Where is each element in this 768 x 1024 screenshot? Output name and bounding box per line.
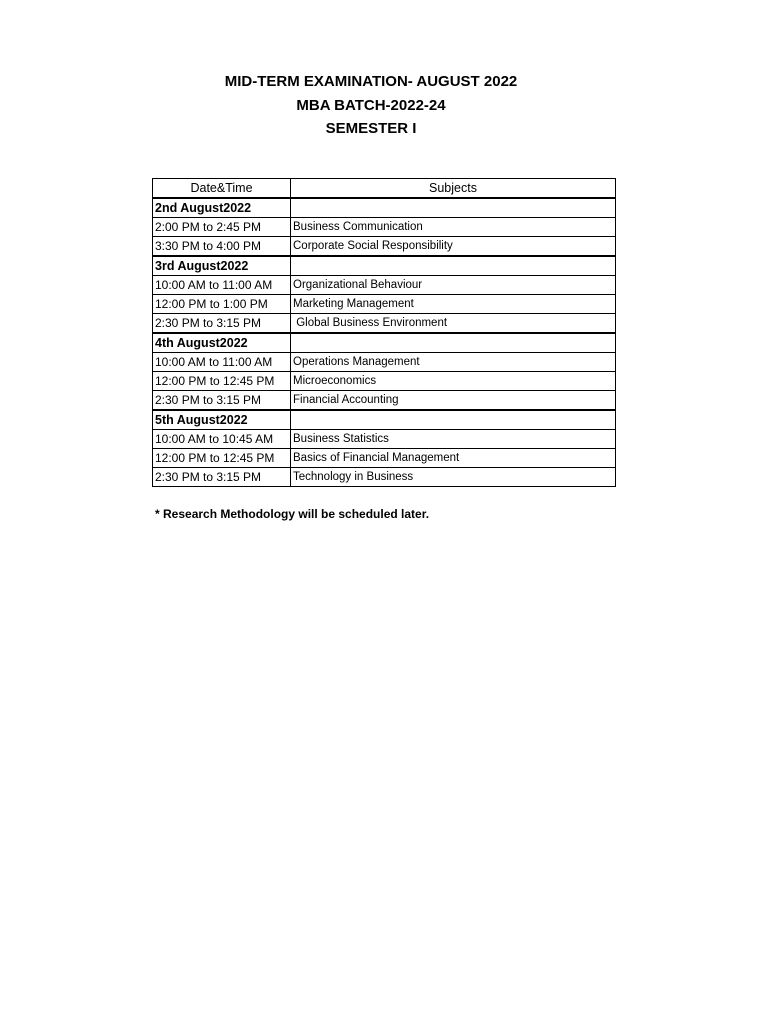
table-row — [153, 372, 616, 391]
column-header-subjects: Subjects — [291, 179, 616, 199]
time-cell: 12:00 PM to 12:45 PM — [153, 372, 291, 391]
subject-cell: Microeconomics — [291, 372, 616, 391]
subject-cell: Financial Accounting — [291, 391, 616, 411]
subject-cell: Business Communication — [291, 218, 616, 237]
table-row — [153, 295, 616, 314]
table-row — [153, 218, 616, 237]
date-row — [153, 198, 616, 218]
empty-subject-cell — [291, 198, 616, 218]
footnote: * Research Methodology will be scheduled later. — [155, 507, 430, 521]
date-row — [153, 333, 616, 353]
date-cell: 5th August2022 — [153, 410, 291, 430]
table-header-row — [153, 179, 616, 199]
table-row — [153, 314, 616, 334]
table-row — [153, 430, 616, 449]
subject-cell: Marketing Management — [291, 295, 616, 314]
empty-subject-cell — [291, 256, 616, 276]
table-row — [153, 449, 616, 468]
subject-cell: Organizational Behaviour — [291, 276, 616, 295]
column-header-date-time: Date&Time — [153, 179, 291, 199]
time-cell: 10:00 AM to 11:00 AM — [153, 276, 291, 295]
time-cell: 12:00 PM to 12:45 PM — [153, 449, 291, 468]
time-cell: 3:30 PM to 4:00 PM — [153, 237, 291, 257]
date-cell: 4th August2022 — [153, 333, 291, 353]
date-cell: 3rd August2022 — [153, 256, 291, 276]
time-cell: 12:00 PM to 1:00 PM — [153, 295, 291, 314]
table-row — [153, 353, 616, 372]
exam-title: MID-TERM EXAMINATION- AUGUST 2022 — [224, 73, 518, 90]
batch-title: MBA BATCH-2022-24 — [296, 97, 446, 114]
date-row — [153, 256, 616, 276]
table-row — [153, 237, 616, 257]
subject-cell: Technology in Business — [291, 468, 616, 487]
exam-schedule-table — [152, 178, 616, 487]
table-row — [153, 391, 616, 411]
date-row — [153, 410, 616, 430]
semester-title: SEMESTER I — [325, 120, 417, 137]
time-cell: 2:30 PM to 3:15 PM — [153, 468, 291, 487]
subject-cell: Global Business Environment — [291, 314, 616, 334]
subject-cell: Business Statistics — [291, 430, 616, 449]
empty-subject-cell — [291, 333, 616, 353]
empty-subject-cell — [291, 410, 616, 430]
date-cell: 2nd August2022 — [153, 198, 291, 218]
subject-cell: Basics of Financial Management — [291, 449, 616, 468]
time-cell: 2:30 PM to 3:15 PM — [153, 391, 291, 411]
subject-cell: Corporate Social Responsibility — [291, 237, 616, 257]
time-cell: 10:00 AM to 11:00 AM — [153, 353, 291, 372]
time-cell: 2:00 PM to 2:45 PM — [153, 218, 291, 237]
time-cell: 2:30 PM to 3:15 PM — [153, 314, 291, 334]
table-row — [153, 276, 616, 295]
table-row — [153, 468, 616, 487]
subject-cell: Operations Management — [291, 353, 616, 372]
time-cell: 10:00 AM to 10:45 AM — [153, 430, 291, 449]
